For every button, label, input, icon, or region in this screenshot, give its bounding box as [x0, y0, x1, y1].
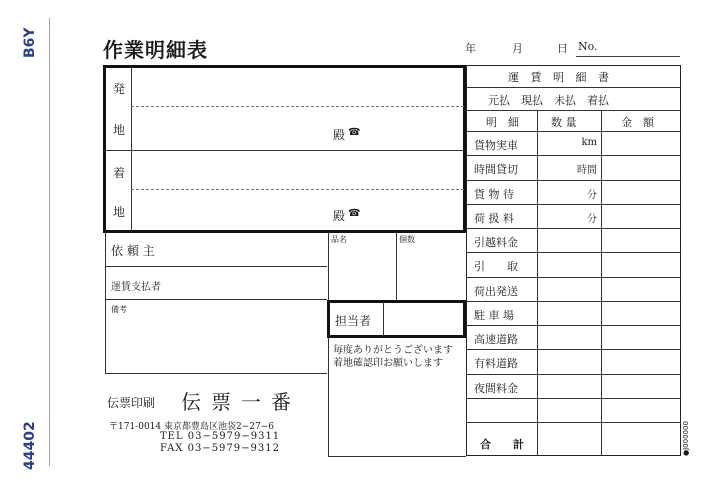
row-unit: 時間: [577, 165, 597, 177]
client-label: 依 頼 主: [111, 244, 155, 258]
remarks-label: 備考: [111, 305, 127, 314]
row-label: 引 取: [474, 260, 518, 274]
row-label: 時間貸切: [474, 163, 518, 177]
month-label: 月: [512, 42, 523, 55]
row-unit: 分: [587, 213, 597, 225]
row-label: 荷出発送: [474, 284, 518, 298]
thanks-line-2: 着地確認印お願いします: [333, 358, 443, 369]
row-label: 荷 扱 料: [474, 211, 514, 225]
form-code-bottom: 44402: [22, 421, 38, 470]
dest-label-1: 着: [113, 166, 126, 180]
year-label: 年: [465, 42, 476, 55]
printer-label: 伝票印刷: [107, 396, 156, 410]
form-code-top: B6Y: [22, 27, 38, 58]
payment-types: 元払 現払 未払 着払: [488, 94, 609, 107]
company-fax: FAX 03−5979−9312: [160, 443, 280, 454]
total-label: 合 計: [480, 438, 524, 451]
form-title: 作業明細表: [103, 38, 208, 62]
company-tel: TEL 03−5979−9311: [160, 431, 281, 442]
staff-label: 担当者: [335, 314, 372, 328]
address-section: [103, 65, 466, 233]
perforation-line: [49, 18, 50, 466]
origin-label-2: 地: [113, 123, 126, 137]
company-address: 〒171-0014 東京都豊島区池袋2−27−6: [109, 422, 274, 432]
row-unit: 分: [587, 189, 597, 201]
payer-label: 運賃支払者: [111, 282, 161, 293]
dest-label-2: 地: [113, 205, 126, 219]
row-unit: km: [581, 137, 597, 148]
col-item-header: 明 細: [486, 116, 519, 129]
phone-icon: ☎: [348, 208, 361, 219]
thanks-line-1: 毎度ありがとうございます: [333, 345, 453, 356]
row-label: 駐 車 場: [474, 308, 514, 322]
day-label: 日: [557, 42, 568, 55]
freight-heading: 運 賃 明 細 書: [508, 71, 613, 84]
origin-label-1: 発: [113, 82, 126, 96]
no-label: No.: [578, 40, 598, 53]
dest-honorific: 殿: [333, 209, 346, 223]
company-name: 伝票一番: [181, 390, 301, 414]
serial-number: ●J000000: [682, 421, 690, 456]
row-label: 貨物実車: [474, 139, 518, 152]
no-underline: [576, 56, 680, 57]
row-label: 引越料金: [474, 236, 518, 249]
row-label: 有料道路: [474, 357, 518, 371]
phone-icon: ☎: [348, 127, 361, 138]
row-label: 夜間料金: [474, 381, 518, 395]
item-name-label: 品名: [331, 235, 347, 244]
row-label: 高速道路: [474, 333, 518, 346]
row-label: 貨 物 待: [474, 187, 514, 201]
origin-honorific: 殿: [333, 128, 346, 142]
count-label: 個数: [399, 235, 415, 244]
col-qty-header: 数 量: [551, 116, 577, 129]
col-amount-header: 金 額: [621, 116, 654, 129]
